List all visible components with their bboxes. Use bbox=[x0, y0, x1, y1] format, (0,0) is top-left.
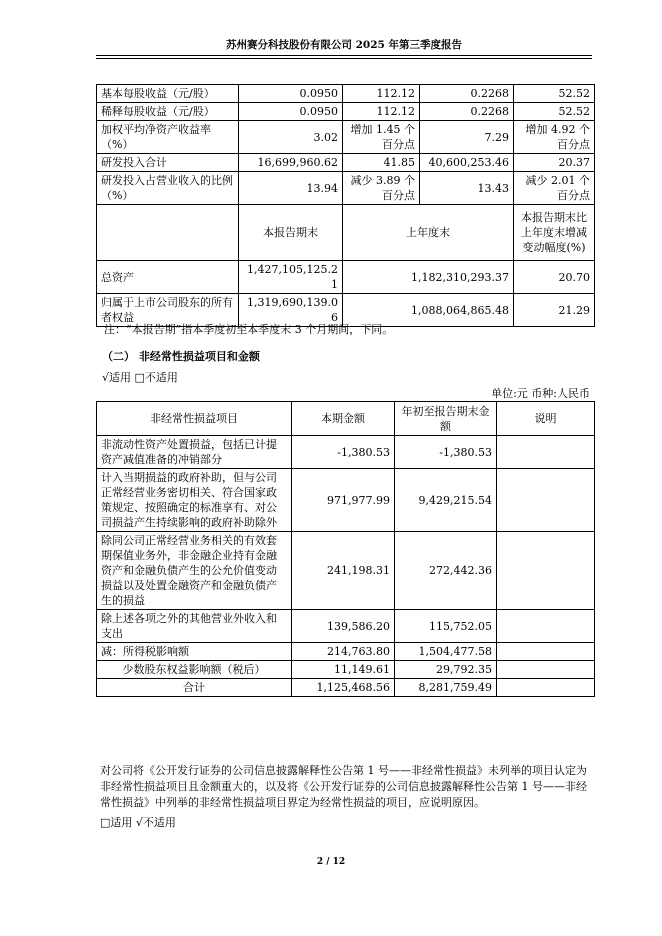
subheader-current: 本报告期末 bbox=[239, 205, 343, 261]
cell-value: 0.2268 bbox=[420, 103, 514, 121]
table-row bbox=[97, 261, 595, 294]
cell-value: 13.94 bbox=[239, 172, 343, 205]
cell-value: 20.37 bbox=[514, 154, 595, 172]
row-label: 非流动性资产处置损益，包括已计提资产减值准备的冲销部分 bbox=[97, 436, 292, 469]
cell-value: 52.52 bbox=[514, 85, 595, 103]
row-label: 少数股东权益影响额（税后） bbox=[97, 661, 292, 679]
header-item: 非经常性损益项目 bbox=[97, 402, 292, 436]
table-row bbox=[97, 532, 595, 610]
cell-value: 1,427,105,125.21 bbox=[239, 261, 343, 294]
cell-note bbox=[497, 532, 595, 610]
cell-value: 1,125,468.56 bbox=[292, 679, 395, 697]
cell-value: 0.0950 bbox=[239, 103, 343, 121]
cell-value: 21.29 bbox=[514, 294, 595, 327]
non-recurring-items-table bbox=[96, 401, 595, 697]
cell-note bbox=[497, 610, 595, 643]
page-header: 苏州赛分科技股份有限公司 2025 年第三季度报告 bbox=[225, 39, 463, 51]
cell-note bbox=[497, 469, 595, 532]
cell-value: 1,319,690,139.06 bbox=[239, 294, 343, 327]
row-label: 稀释每股收益（元/股） bbox=[97, 103, 239, 121]
applicability-checkbox: √适用 □不适用 bbox=[102, 371, 178, 384]
cell-value: 20.70 bbox=[514, 261, 595, 294]
cell-value: 16,699,960.62 bbox=[239, 154, 343, 172]
table-row bbox=[97, 436, 595, 469]
row-label: 研发投入合计 bbox=[97, 154, 239, 172]
cell-value: 41.85 bbox=[343, 154, 420, 172]
header-ytd: 年初至报告期末金额 bbox=[395, 402, 497, 436]
table-row bbox=[97, 643, 595, 661]
row-label: 合计 bbox=[97, 679, 292, 697]
cell-value: 139,586.20 bbox=[292, 610, 395, 643]
cell-value: 减少 2.01 个百分点 bbox=[514, 172, 595, 205]
header-rule bbox=[96, 55, 592, 59]
subheader-prior: 上年度末 bbox=[343, 205, 514, 261]
cell-value: 0.0950 bbox=[239, 85, 343, 103]
empty-cell bbox=[97, 205, 239, 261]
cell-value: 0.2268 bbox=[420, 85, 514, 103]
page-number: 2 / 12 bbox=[316, 857, 346, 867]
cell-value: -1,380.53 bbox=[395, 436, 497, 469]
header-current: 本期金额 bbox=[292, 402, 395, 436]
table-subheader-row bbox=[97, 205, 595, 261]
cell-value: 增加 4.92 个百分点 bbox=[514, 121, 595, 154]
table-header-row bbox=[97, 402, 595, 436]
cell-note bbox=[497, 436, 595, 469]
explanation-paragraph: 对公司将《公开发行证券的公司信息披露解释性公告第 1 号——非经常性损益》未列举的项目认定为非经常性损益项目且金额重大的，以及将《公开发行证券的公司信息披露解释性公告第 1 号——非经常性损益》中列举的非经常性损益项目界定为经常性损益的项目，应说明原因。 bbox=[100, 764, 587, 809]
cell-value: -1,380.53 bbox=[292, 436, 395, 469]
table-total-row bbox=[97, 679, 595, 697]
cell-value: 13.43 bbox=[420, 172, 514, 205]
cell-value: 1,088,064,865.48 bbox=[343, 294, 514, 327]
cell-value: 11,149.61 bbox=[292, 661, 395, 679]
table-row bbox=[97, 85, 595, 103]
section-title: （二） 非经常性损益项目和金额 bbox=[102, 350, 260, 363]
header-note: 说明 bbox=[497, 402, 595, 436]
cell-value: 115,752.05 bbox=[395, 610, 497, 643]
row-label: 加权平均净资产收益率（%） bbox=[97, 121, 239, 154]
cell-note bbox=[497, 661, 595, 679]
cell-value: 3.02 bbox=[239, 121, 343, 154]
table-row bbox=[97, 103, 595, 121]
cell-value: 1,504,477.58 bbox=[395, 643, 497, 661]
unit-currency-label: 单位:元 币种:人民币 bbox=[491, 387, 590, 400]
table-note: 注：“本报告期”指本季度初至本季度末 3 个月期间，下同。 bbox=[104, 323, 394, 336]
subheader-change: 本报告期末比上年度末增减变动幅度(%) bbox=[514, 205, 595, 261]
cell-value: 52.52 bbox=[514, 103, 595, 121]
row-label: 归属于上市公司股东的所有者权益 bbox=[97, 294, 239, 327]
row-label: 基本每股收益（元/股） bbox=[97, 85, 239, 103]
cell-value: 40,600,253.46 bbox=[420, 154, 514, 172]
key-indicators-table bbox=[96, 84, 595, 327]
cell-value: 112.12 bbox=[343, 85, 420, 103]
cell-note bbox=[497, 679, 595, 697]
row-label: 研发投入占营业收入的比例（%） bbox=[97, 172, 239, 205]
cell-value: 112.12 bbox=[343, 103, 420, 121]
cell-value: 29,792.35 bbox=[395, 661, 497, 679]
row-label: 除上述各项之外的其他营业外收入和支出 bbox=[97, 610, 292, 643]
cell-value: 241,198.31 bbox=[292, 532, 395, 610]
cell-value: 214,763.80 bbox=[292, 643, 395, 661]
cell-value: 9,429,215.54 bbox=[395, 469, 497, 532]
table-row bbox=[97, 469, 595, 532]
row-label: 减：所得税影响额 bbox=[97, 643, 292, 661]
cell-value: 7.29 bbox=[420, 121, 514, 154]
row-label: 除同公司正常经营业务相关的有效套期保值业务外，非金融企业持有金融资产和金融负债产生的公允价值变动损益以及处置金融资产和金融负债产生的损益 bbox=[97, 532, 292, 610]
cell-value: 减少 3.89 个百分点 bbox=[343, 172, 420, 205]
table-row bbox=[97, 661, 595, 679]
cell-value: 971,977.99 bbox=[292, 469, 395, 532]
table-row bbox=[97, 172, 595, 205]
table-row bbox=[97, 121, 595, 154]
row-label: 计入当期损益的政府补助，但与公司正常经营业务密切相关、符合国家政策规定、按照确定的标准享有、对公司损益产生持续影响的政府补助除外 bbox=[97, 469, 292, 532]
cell-value: 272,442.36 bbox=[395, 532, 497, 610]
table-row bbox=[97, 610, 595, 643]
cell-value: 增加 1.45 个百分点 bbox=[343, 121, 420, 154]
applicability-checkbox-2: □适用 √不适用 bbox=[100, 816, 176, 829]
table-row bbox=[97, 154, 595, 172]
cell-value: 8,281,759.49 bbox=[395, 679, 497, 697]
cell-value: 1,182,310,293.37 bbox=[343, 261, 514, 294]
row-label: 总资产 bbox=[97, 261, 239, 294]
cell-note bbox=[497, 643, 595, 661]
